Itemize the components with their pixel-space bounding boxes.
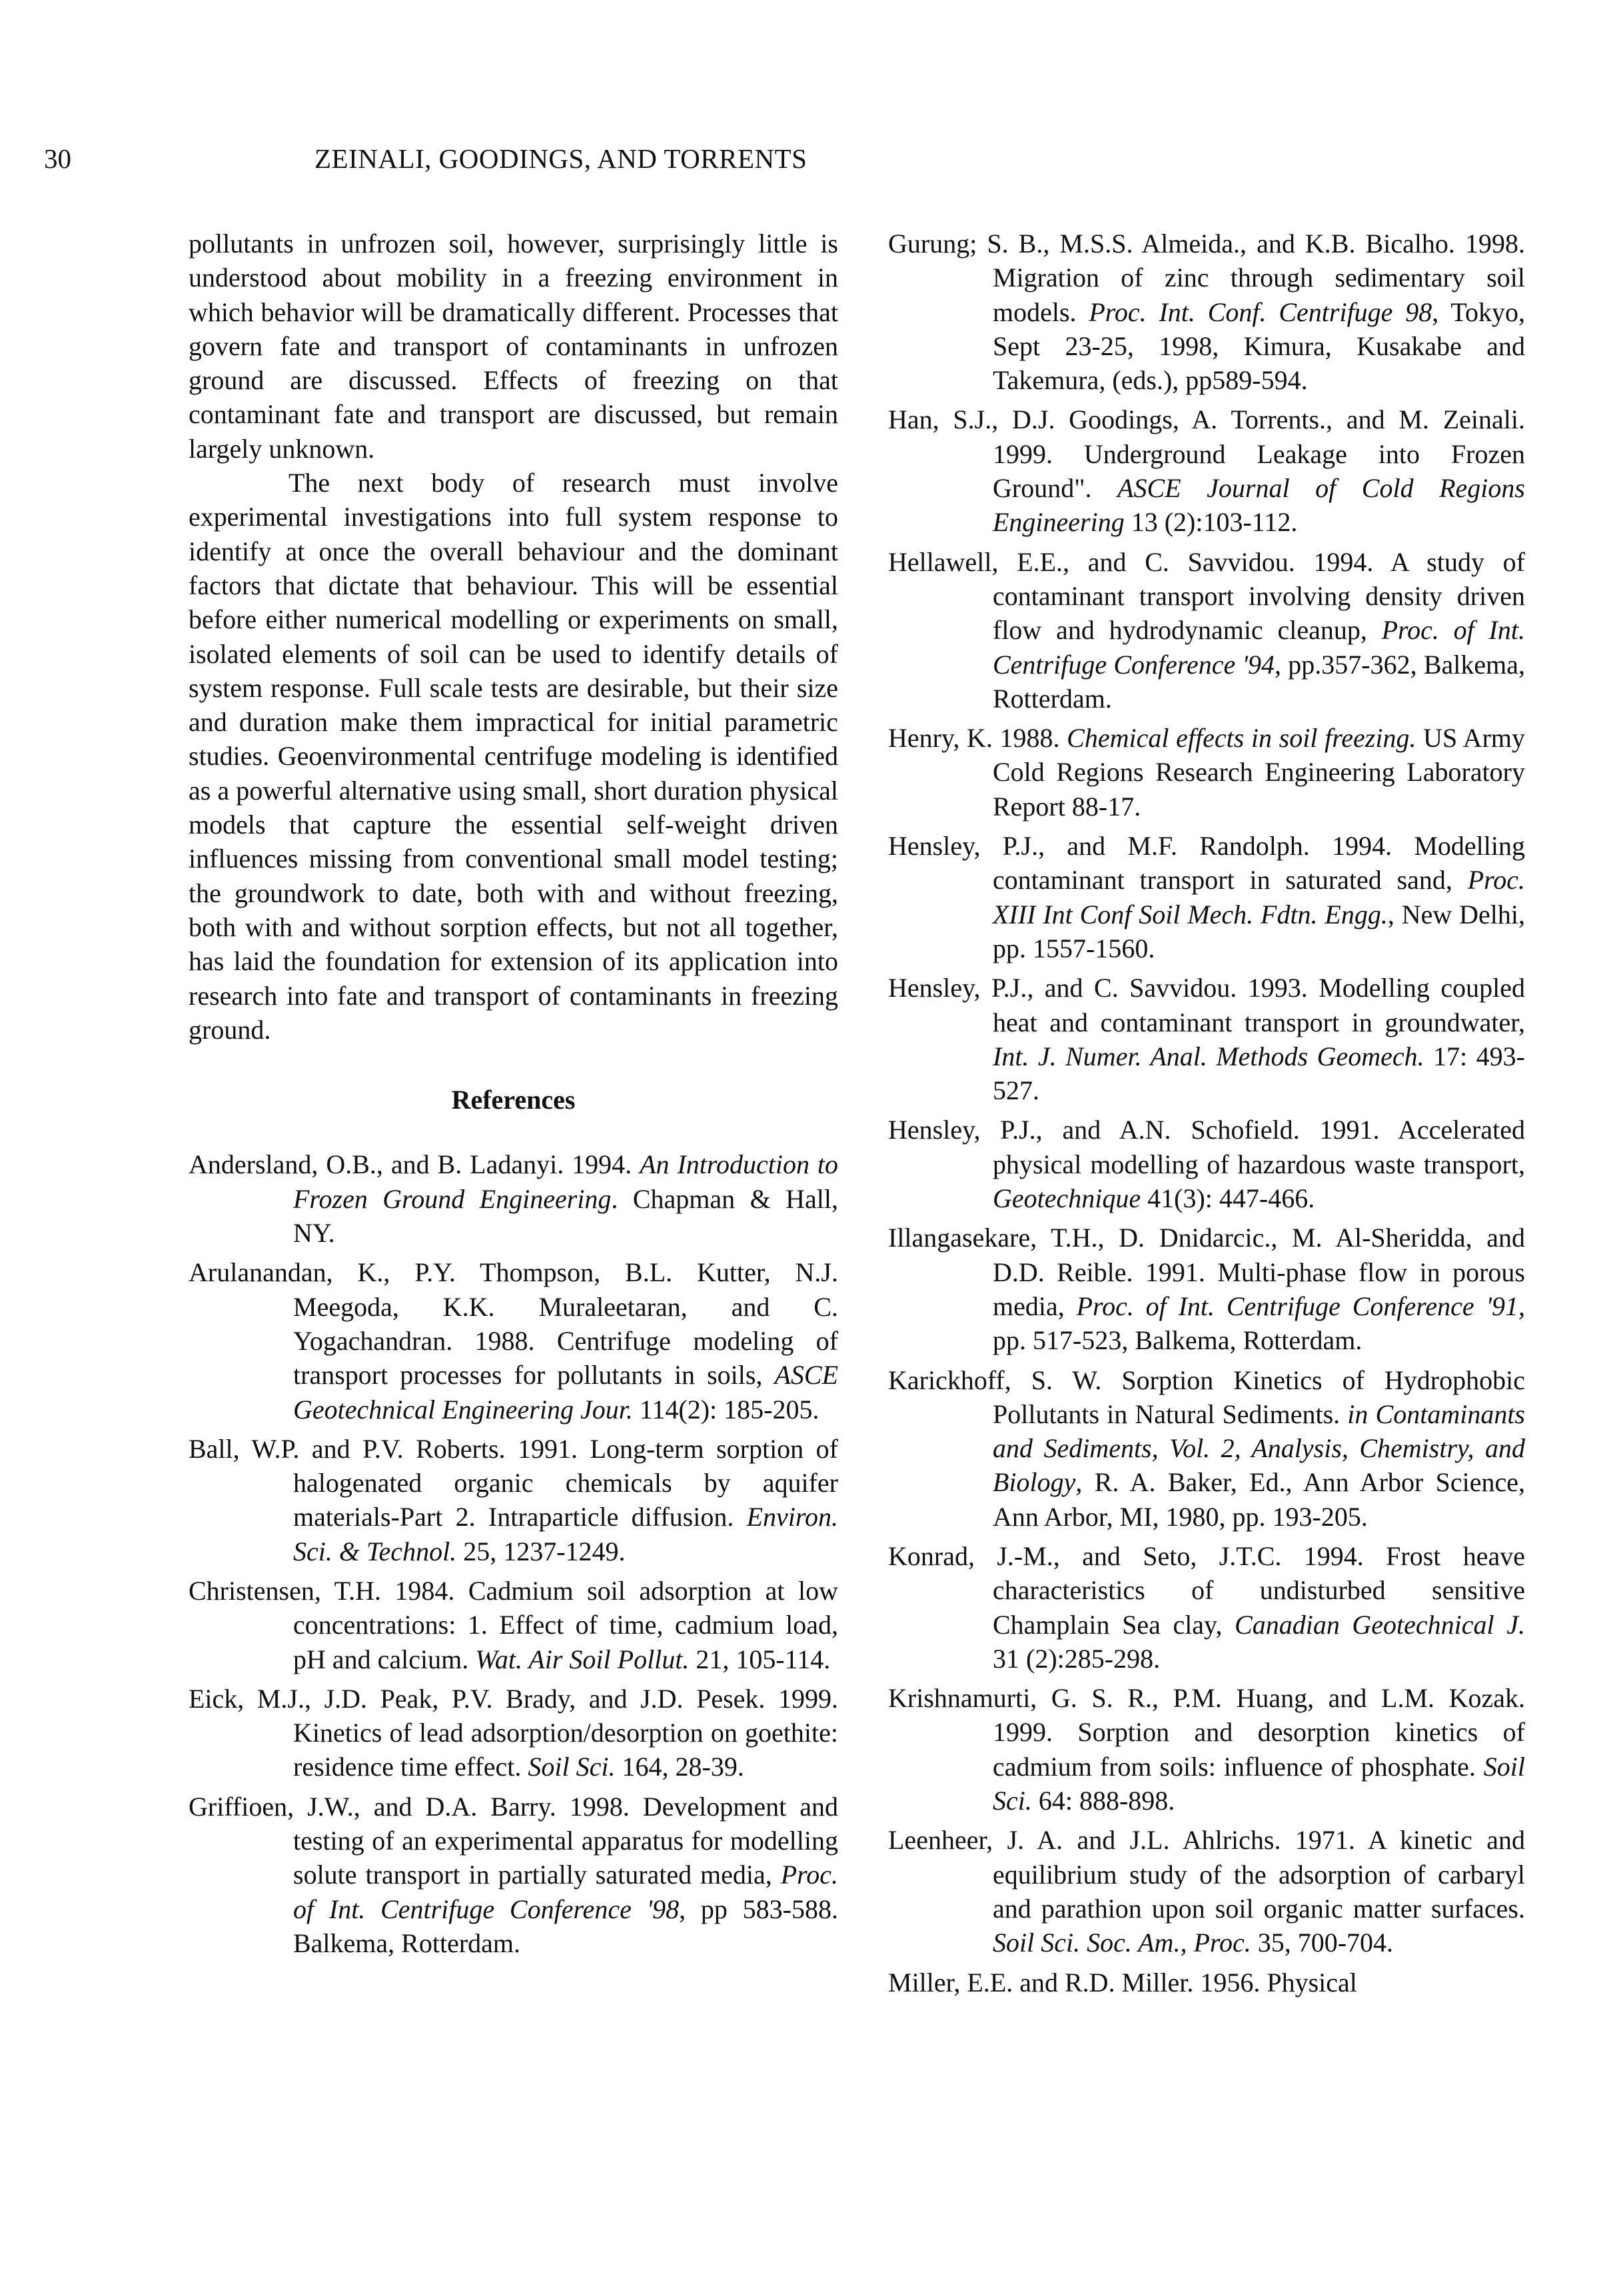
references-heading: References — [451, 1085, 576, 1115]
reference-text: Hensley, P.J., and A.N. Schofield. 1991. Accelerated physical modelling of hazardous waste transport, — [888, 1115, 1525, 1179]
reference-entry — [189, 1682, 838, 1784]
reference-details: , R. A. Baker, Ed., Ann Arbor Science, Ann Arbor, MI, 1980, pp. 193-205. — [993, 1467, 1525, 1532]
reference-text: Hellawell, E.E., and C. Savvidou. 1994. A study of contaminant transport involving density driven flow and hydrodynamic cleanup, — [888, 546, 1525, 646]
reference-entry — [189, 1147, 838, 1250]
reference-details: 164, 28-39. — [615, 1752, 744, 1782]
reference-details: 35, 700-704. — [1251, 1928, 1394, 1958]
reference-title: Proc. Int. Conf. Centrifuge 98 — [1089, 296, 1432, 327]
reference-entry — [888, 402, 1525, 539]
reference-details: 13 (2):103-112. — [1124, 507, 1298, 538]
reference-text: Illangasekare, T.H., D. Dnidarcic., M. Al-Sheridda, and D.D. Reible. 1991. Multi-phase flow in porous media, — [888, 1223, 1525, 1321]
reference-title: ASCE Journal of Cold Regions Engineering — [993, 473, 1525, 538]
reference-text: Henry, K. 1988. — [888, 723, 1067, 754]
reference-details: 114(2): 185-205. — [632, 1394, 819, 1425]
reference-entry — [888, 971, 1525, 1107]
reference-entry — [888, 227, 1525, 397]
reference-title: in Contaminants and Sediments, Vol. 2, Analysis, Chemistry, and Biology — [993, 1399, 1526, 1498]
reference-entry — [888, 1113, 1525, 1215]
reference-title: Soil Sci. — [528, 1752, 616, 1782]
reference-details: 17: 493-527. — [993, 1041, 1525, 1106]
reference-title: Chemical effects in soil freezing. — [1067, 723, 1416, 754]
reference-entry — [189, 1790, 838, 1960]
reference-entry — [888, 1681, 1525, 1818]
reference-details: 21, 105-114. — [689, 1644, 831, 1674]
reference-details: , pp 583-588. Balkema, Rotterdam. — [293, 1894, 838, 1958]
reference-title: Int. J. Numer. Anal. Methods Geomech. — [993, 1041, 1424, 1071]
page-number: 30 — [44, 143, 71, 174]
reference-text: Ball, W.P. and P.V. Roberts. 1991. Long-term sorption of halogenated organic chemicals by aquifer materials-Part 2. Intraparticle diffusion. — [189, 1433, 838, 1532]
reference-text: Griffioen, J.W., and D.A. Barry. 1998. Development and testing of an experimental apparatus for modelling solute transport in partially saturated media, — [189, 1791, 838, 1890]
reference-title: Soil Sci. Soc. Am., Proc. — [993, 1928, 1251, 1958]
reference-title: Proc. of Int. Centrifuge Conference '94 — [993, 615, 1525, 680]
left-column — [189, 227, 838, 1966]
reference-text: Arulanandan, K., P.Y. Thompson, B.L. Kutter, N.J. Meegoda, K.K. Muraleetaran, and C. Yogachandran. 1988. Centrifuge modeling of transport processes for pollutants in soils, — [189, 1257, 838, 1391]
reference-title: Proc. of Int. Centrifuge Conference '98 — [293, 1860, 838, 1924]
page-header — [44, 139, 1560, 179]
reference-text: Miller, E.E. and R.D. Miller. 1956. Physical — [888, 1967, 1357, 1998]
reference-details: 41(3): 447-466. — [1141, 1183, 1315, 1214]
reference-title: An Introduction to Frozen Ground Engineering — [293, 1149, 838, 1214]
reference-text: Karickhoff, S. W. Sorption Kinetics of Hydrophobic Pollutants in Natural Sediments. — [888, 1365, 1525, 1429]
reference-text: Han, S.J., D.J. Goodings, A. Torrents., and M. Zeinali. 1999. Underground Leakage into Frozen Ground". — [888, 404, 1525, 504]
reference-details: , pp.357-362, Balkema, Rotterdam. — [993, 649, 1525, 714]
reference-details: pp. 517-523, Balkema, Rotterdam. — [993, 1325, 1362, 1356]
reference-entry — [189, 1574, 838, 1676]
reference-entry — [888, 1221, 1525, 1357]
reference-title: Geotechnique — [993, 1183, 1141, 1214]
reference-text: Gurung; S. B., M.S.S. Almeida., and K.B. Bicalho. 1998. Migration of zinc through sedimentary soil models. — [888, 229, 1525, 327]
reference-text: Hensley, P.J., and C. Savvidou. 1993. Modelling coupled heat and contaminant transport in groundwater, — [888, 973, 1525, 1037]
reference-text: Hensley, P.J., and M.F. Randolph. 1994. Modelling contaminant transport in saturated sand, — [888, 831, 1525, 895]
reference-details: 31 (2):285-298. — [993, 1643, 1161, 1674]
reference-details: 64: 888-898. — [1031, 1786, 1175, 1816]
reference-entry — [189, 1255, 838, 1426]
reference-details: , Tokyo, Sept 23-25, 1998, Kimura, Kusakabe and Takemura, (eds.), pp589-594. — [993, 296, 1526, 396]
reference-details: US Army Cold Regions Research Engineering Laboratory Report 88-17. — [993, 723, 1526, 822]
reference-entry — [888, 829, 1525, 965]
reference-title: Canadian Geotechnical J. — [1235, 1609, 1525, 1640]
reference-title: Proc. of Int. Centrifuge Conference '91, — [1076, 1291, 1526, 1321]
reference-list-right — [888, 227, 1525, 2000]
reference-title: Environ. Sci. & Technol. — [293, 1502, 838, 1566]
body-paragraph: pollutants in unfrozen soil, however, surprisingly little is understood about mobility in a freezing environment in which behavior will be dramatically different. Processes that govern fate and transport of contaminants in unfrozen ground are discussed. Effects of freezing on that contaminant fate and transport are discussed, but remain largely unknown. — [189, 229, 838, 464]
reference-text: Leenheer, J. A. and J.L. Ahlrichs. 1971. A kinetic and equilibrium study of the adsorption of carbaryl and parathion upon soil organic matter surfaces. — [888, 1825, 1525, 1924]
reference-text: Eick, M.J., J.D. Peak, P.V. Brady, and J.D. Pesek. 1999. Kinetics of lead adsorption/desorption on goethite: residence time effect. — [189, 1683, 838, 1782]
reference-text: Konrad, J.-M., and Seto, J.T.C. 1994. Frost heave characteristics of undisturbed sensitive Champlain Sea clay, — [888, 1540, 1525, 1640]
reference-entry — [888, 721, 1525, 824]
reference-title: Soil Sci. — [993, 1751, 1525, 1816]
reference-text: Krishnamurti, G. S. R., P.M. Huang, and L.M. Kozak. 1999. Sorption and desorption kinetics of cadmium from soils: influence of phosphate. — [888, 1683, 1525, 1782]
reference-entry — [888, 1363, 1525, 1534]
reference-details: . Chapman & Hall, NY. — [293, 1183, 839, 1249]
reference-title: Proc. XIII Int Conf Soil Mech. Fdtn. Engg. — [993, 865, 1525, 929]
reference-list-left — [189, 1147, 838, 1960]
reference-text: Christensen, T.H. 1984. Cadmium soil adsorption at low concentrations: 1. Effect of time, cadmium load, pH and calcium. — [189, 1575, 838, 1674]
reference-title: Wat. Air Soil Pollut. — [475, 1644, 690, 1674]
running-head: ZEINALI, GOODINGS, AND TORRENTS — [314, 143, 807, 174]
right-column — [888, 227, 1525, 2005]
reference-text: Andersland, O.B., and B. Ladanyi. 1994. — [189, 1149, 640, 1180]
reference-title: ASCE Geotechnical Engineering Jour. — [293, 1360, 838, 1425]
reference-entry — [888, 1966, 1525, 2000]
reference-entry — [888, 545, 1525, 716]
reference-details: 25, 1237-1249. — [456, 1536, 626, 1566]
reference-entry — [888, 1823, 1525, 1960]
reference-entry — [888, 1539, 1525, 1676]
reference-details: , New Delhi, pp. 1557-1560. — [993, 899, 1525, 963]
body-paragraph: The next body of research must involve experimental investigations into full system response to identify at once the overall behaviour and the dominant factors that dictate that behaviour. This will be essential before either numerical modelling or experiments on small, isolated elements of soil can be used to identify details of system response. Full scale tests are desirable, but their size and duration make them impractical for initial parametric studies. Geoenvironmental centrifuge modeling is identified as a powerful alternative using small, short duration physical models that capture the essential self-weight driven influences missing from conventional small model testing; the groundwork to date, both with and without freezing, both with and without sorption effects, but not all together, has laid the foundation for extension of its application into research into fate and transport of contaminants in freezing ground. — [189, 468, 838, 1045]
reference-entry — [189, 1432, 838, 1568]
